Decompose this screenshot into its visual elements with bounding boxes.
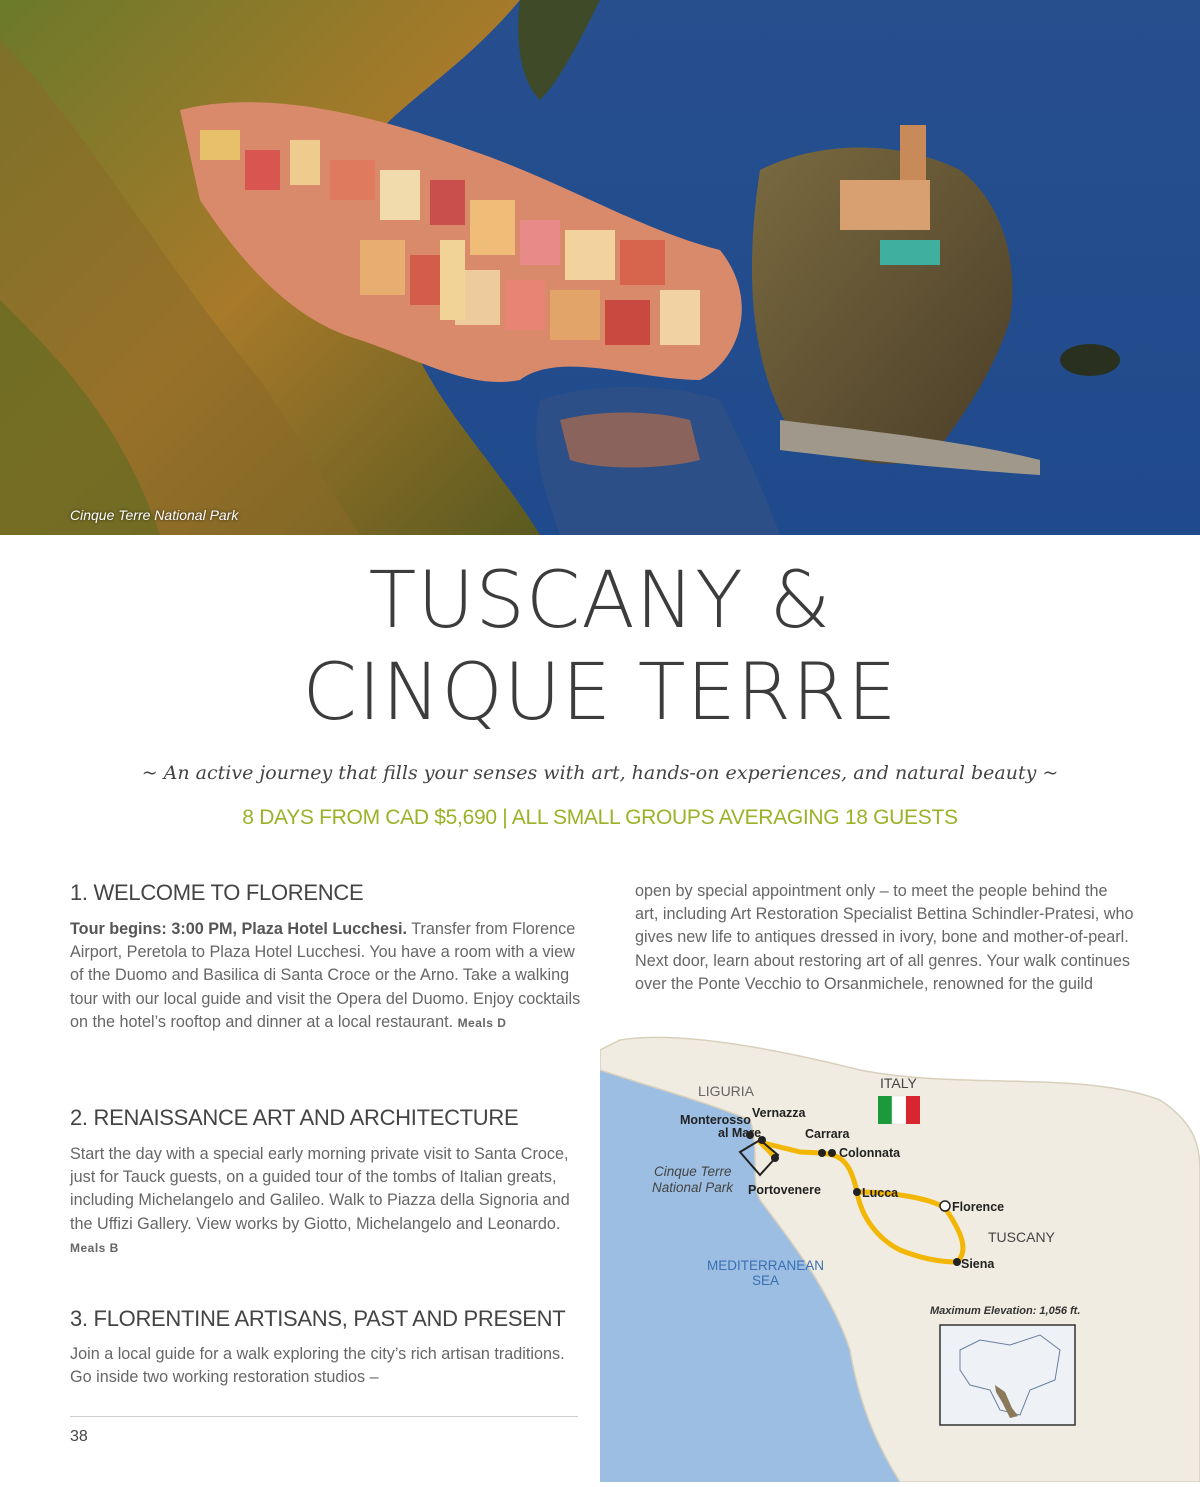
label-florence: Florence	[952, 1200, 1005, 1214]
siena-dot	[953, 1258, 961, 1266]
column-2-text: open by special appointment only – to meet the people behind the art, including Art Restoration Specialist Bettina Schindler-Pratesi, who gives new life to antiques dressed in ivory, bone and mother-of-pearl. Next door, learn about restoring art of all genres. Your walk continues over the Ponte Vecchio to Orsanmichele, renowned for the guild	[635, 882, 1134, 993]
footer-rule	[70, 1416, 578, 1417]
label-sea-2: SEA	[752, 1273, 780, 1288]
hero-photo	[0, 0, 1200, 535]
label-lucca: Lucca	[862, 1186, 899, 1200]
tagline: ~ An active journey that fills your senses with art, hands-on experiences, and natural beauty ~	[141, 762, 1059, 784]
label-tuscany: TUSCANY	[988, 1229, 1055, 1245]
day-2-text	[70, 1143, 590, 1260]
day-1-text	[70, 918, 590, 1035]
carrara-dot	[818, 1149, 826, 1157]
day-3-text	[70, 1343, 590, 1389]
label-monterosso-1: Monterosso	[680, 1113, 751, 1127]
day-2-body: Start the day with a special early morning private visit to Santa Croce, just for Tauck guests, on a guided tour of the tombs of Italian greats, including Michelangelo and Galileo. Walk to Piazza della Signoria and the Uffizi Gallery. View works by Giotto, Michelangelo and Leonardo.	[70, 1145, 570, 1233]
florence-star	[940, 1201, 950, 1211]
day-2-heading: 2. RENAISSANCE ART AND ARCHITECTURE	[70, 1105, 519, 1130]
label-vernazza: Vernazza	[752, 1106, 806, 1120]
price-line: 8 DAYS FROM CAD $5,690 | ALL SMALL GROUPS AVERAGING 18 GUESTS	[242, 806, 958, 829]
photo-caption: Cinque Terre National Park	[70, 507, 239, 523]
day-1-heading: 1. WELCOME TO FLORENCE	[70, 880, 364, 905]
colonnata-dot	[828, 1149, 836, 1157]
route-map	[600, 1030, 1200, 1482]
title-line-1: TUSCANY &	[368, 556, 832, 646]
day-2-meals: Meals B	[70, 1240, 119, 1255]
label-liguria: LIGURIA	[698, 1083, 755, 1099]
day-1-lead: Tour begins: 3:00 PM, Plaza Hotel Lucchesi.	[70, 920, 408, 938]
label-carrara: Carrara	[805, 1127, 850, 1141]
label-italy: ITALY	[880, 1075, 917, 1091]
label-sea-1: MEDITERRANEAN	[707, 1258, 825, 1273]
label-monterosso-2: al Mare	[718, 1126, 762, 1140]
label-colonnata: Colonnata	[839, 1146, 901, 1160]
italy-flag	[878, 1096, 920, 1124]
day-3-heading: 3. FLORENTINE ARTISANS, PAST AND PRESENT	[70, 1306, 566, 1331]
route-map-svg	[600, 1030, 1200, 1482]
portovenere-dot	[771, 1154, 779, 1162]
page-number: 38	[70, 1428, 88, 1445]
lucca-dot	[853, 1188, 861, 1196]
cinque-terre-photo	[0, 0, 1200, 535]
label-elevation: Maximum Elevation: 1,056 ft.	[930, 1305, 1081, 1317]
label-park-1: Cinque Terre	[654, 1164, 732, 1179]
day-1-meals: Meals D	[457, 1015, 507, 1030]
label-siena: Siena	[961, 1257, 995, 1271]
label-portovenere: Portovenere	[748, 1183, 821, 1197]
title-line-2: CINQUE TERRE	[302, 648, 898, 738]
label-park-2: National Park	[652, 1180, 734, 1195]
page-title	[0, 555, 1200, 739]
day-3-body: Join a local guide for a walk exploring the city’s rich artisan traditions. Go inside two working restoration studios –	[70, 1345, 565, 1387]
day-1-body: Transfer from Florence Airport, Peretola to Plaza Hotel Lucchesi. You have a room with a view of the Duomo and Basilica di Santa Croce or the Arno. Take a walking tour with our local guide and visit the Opera del Duomo. Enjoy cocktails on the hotel’s rooftop and dinner at a local restaurant.	[70, 920, 581, 1031]
